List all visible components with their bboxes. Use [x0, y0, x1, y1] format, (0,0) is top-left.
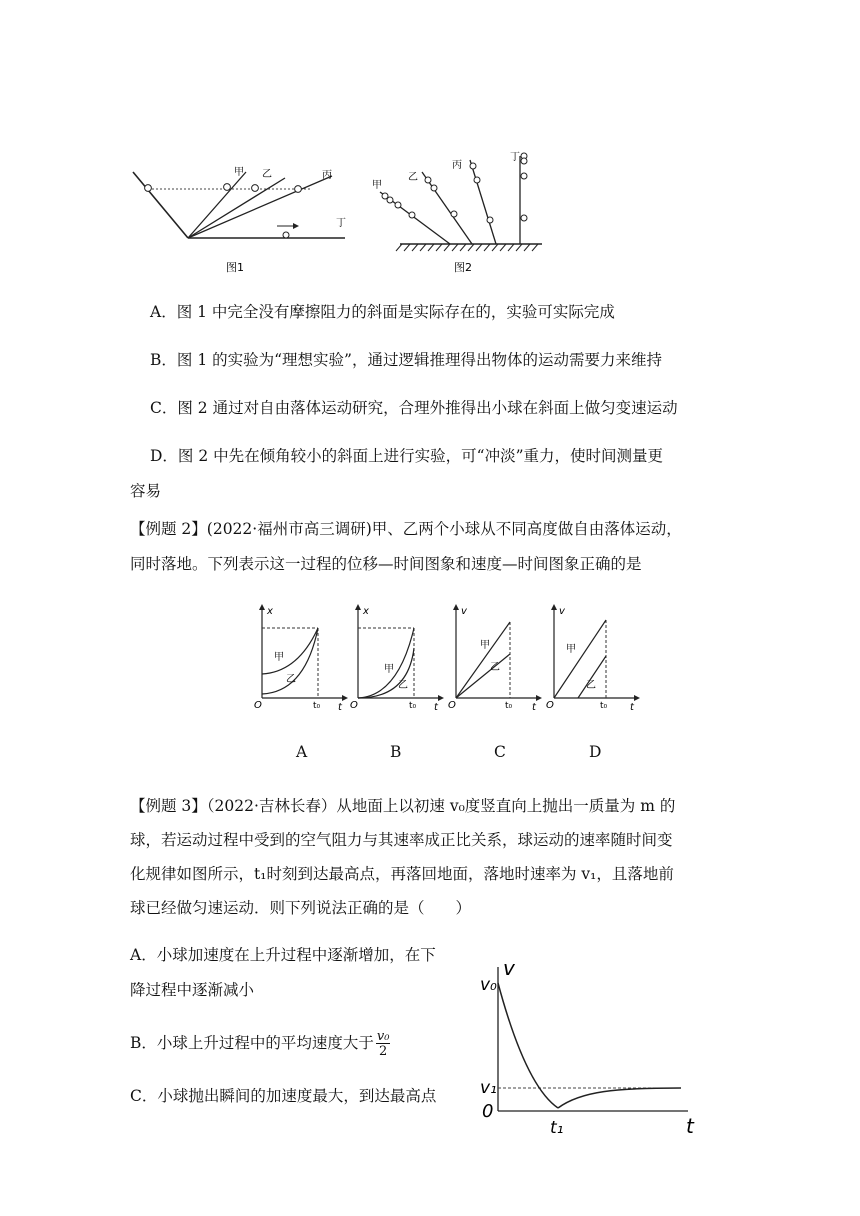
example-3-option-a-continued: 降过程中逐渐减小: [130, 981, 255, 999]
example-3-stem-line-3: 化规律如图所示，t₁时刻到达最高点，再落回地面，落地时速率为 v₁，且落地前: [130, 865, 674, 883]
label-jia: 甲: [384, 664, 394, 675]
label-bing: 丙: [322, 170, 332, 181]
option-a: A．图 1 中完全没有摩擦阻力的斜面是实际存在的，实验可实际完成: [150, 303, 615, 321]
origin-label: 0: [482, 1101, 494, 1122]
label-ding: 丁: [336, 218, 346, 229]
axis-label-v: v: [559, 606, 565, 617]
figure-1-caption: 图1: [226, 261, 244, 274]
label-jia: 甲: [372, 180, 382, 191]
axis-label-v: v: [503, 956, 515, 980]
axis-label-t: t: [338, 702, 342, 712]
origin-label: O: [448, 700, 456, 711]
label-yi: 乙: [408, 172, 418, 183]
graph-d-velocity-time: [542, 602, 642, 712]
v0-label: v₀: [480, 975, 497, 995]
label-bing: 丙: [452, 160, 462, 171]
t0-label: t₀: [600, 701, 608, 711]
t0-label: t₀: [409, 701, 417, 711]
t1-label: t₁: [550, 1118, 564, 1138]
axis-label-v: v: [461, 606, 467, 617]
axis-label-t: t: [686, 1114, 694, 1138]
label-jia: 甲: [566, 644, 576, 655]
label-yi: 乙: [490, 662, 500, 673]
option-d: D．图 2 中先在倾角较小的斜面上进行实验，可“冲淡”重力，使时间测量更: [150, 447, 663, 465]
origin-label: O: [254, 700, 262, 711]
option-b: B．图 1 的实验为“理想实验”，通过逻辑推理得出物体的运动需要力来维持: [150, 351, 662, 369]
label-yi: 乙: [286, 674, 296, 685]
choice-b-label: B: [390, 743, 402, 761]
fraction-v0-over-2: [376, 1030, 391, 1058]
choice-d-label: D: [589, 743, 602, 761]
figure-2-incline-diagram: [370, 148, 550, 280]
option-b-text: B．小球上升过程中的平均速度大于: [130, 1034, 374, 1052]
label-ding: 丁: [510, 152, 520, 163]
label-yi: 乙: [262, 169, 272, 180]
axis-label-t: t: [434, 702, 438, 712]
t0-label: t₀: [505, 701, 513, 711]
t0-label: t₀: [313, 701, 321, 711]
example-3-velocity-time-graph: [476, 955, 706, 1140]
graph-b-displacement-time: [346, 602, 446, 712]
axis-label-t: t: [630, 702, 634, 712]
origin-label: O: [350, 700, 358, 711]
choice-c-label: C: [494, 743, 506, 761]
figure-2-caption: 图2: [454, 261, 472, 274]
example-3-option-b: [130, 1030, 390, 1058]
graph-c-velocity-time: [444, 602, 544, 712]
fraction-denominator: 2: [379, 1044, 388, 1059]
example-3-option-c: C．小球抛出瞬间的加速度最大，到达最高点: [130, 1087, 437, 1105]
axis-label-x: x: [363, 606, 369, 617]
axis-label-x: x: [267, 606, 273, 617]
label-jia: 甲: [274, 652, 284, 663]
graph-a-displacement-time: [250, 602, 350, 712]
option-d-continued: 容易: [130, 482, 162, 500]
v1-label: v₁: [480, 1078, 497, 1098]
axis-label-t: t: [532, 702, 536, 712]
example-2-stem-line-2: 同时落地。下列表示这一过程的位移—时间图象和速度—时间图象正确的是: [130, 555, 642, 573]
example-2-stem-line-1: 【例题 2】(2022·福州市高三调研)甲、乙两个小球从不同高度做自由落体运动，: [130, 520, 682, 538]
label-jia: 甲: [480, 640, 490, 651]
example-3-option-a: A．小球加速度在上升过程中逐渐增加，在下: [130, 946, 436, 964]
fraction-numerator: v₀: [376, 1029, 390, 1044]
example-3-stem-line-2: 球，若运动过程中受到的空气阻力与其速率成正比关系，球运动的速率随时间变: [130, 831, 673, 849]
label-yi: 乙: [586, 680, 596, 691]
origin-label: O: [546, 700, 554, 711]
label-yi: 乙: [398, 680, 408, 691]
choice-a-label: A: [296, 743, 308, 761]
example-3-stem-line-4: 球已经做匀速运动．则下列说法正确的是（ ）: [130, 899, 472, 917]
label-jia: 甲: [234, 167, 244, 178]
option-c: C．图 2 通过对自由落体运动研究，合理外推得出小球在斜面上做匀变速运动: [150, 399, 678, 417]
example-3-stem-line-1: 【例题 3】（2022·吉林长春）从地面上以初速 v₀度竖直向上抛出一质量为 m 的: [130, 797, 676, 815]
figure-1-incline-diagram: [130, 160, 350, 280]
